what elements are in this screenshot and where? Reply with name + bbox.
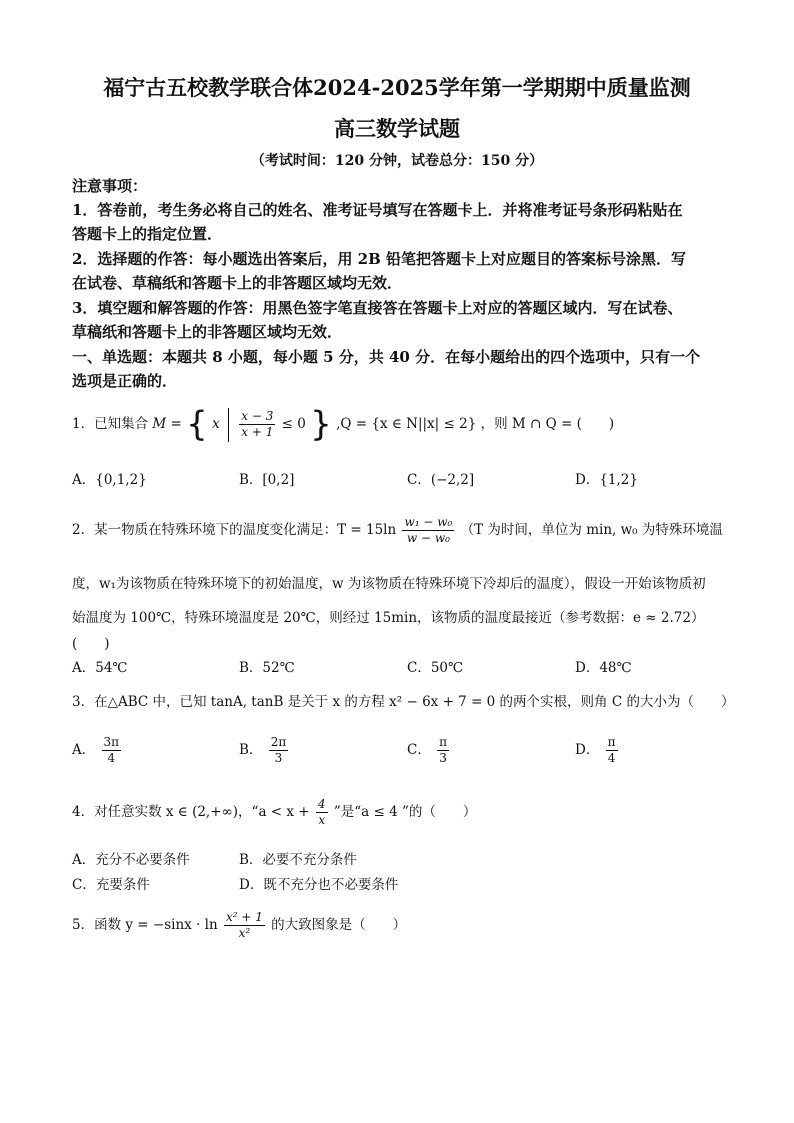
q2-prefix: 2．某一物质在特殊环境下的温度变化满足：T = 15ln xyxy=(72,522,397,538)
exam-subtitle: 高三数学试题 xyxy=(334,116,460,141)
q2-denominator: w − w₀ xyxy=(406,531,450,545)
q4-option-c[interactable]: C．充要条件 xyxy=(72,877,150,893)
q5-fraction xyxy=(224,910,265,941)
q3-option-c-fraction xyxy=(437,735,449,766)
question-5 xyxy=(72,905,406,945)
q2-option-c[interactable]: C．50℃ xyxy=(407,660,464,676)
q3-option-a[interactable] xyxy=(72,730,123,770)
q4-suffix: ”是“a ≤ 4 ”的（ ） xyxy=(333,804,477,820)
q1-option-c[interactable]: C．(−2,2] xyxy=(407,472,475,488)
question-3: 3．在△ABC 中，已知 tanA, tanB 是关于 x 的方程 x² − 6x + 7 = 0 的两个实根，则角 C 的大小为（ ） xyxy=(72,694,735,710)
exam-title: 福宁古五校教学联合体2024-2025学年第一学期期中质量监测 xyxy=(103,75,691,100)
q3-option-d-fraction xyxy=(606,735,618,766)
q1-option-b[interactable]: B．[0,2] xyxy=(239,472,295,488)
denominator: 4 xyxy=(107,751,116,765)
note-line: 草稿纸和答题卡上的非答题区域均无效． xyxy=(72,323,343,341)
q2-option-d[interactable]: D．48℃ xyxy=(575,660,632,676)
denominator: 3 xyxy=(439,751,447,765)
q5-denominator: x² xyxy=(238,926,251,940)
q5-numerator: x² + 1 xyxy=(225,910,263,924)
q4-option-a[interactable]: A．充分不必要条件 xyxy=(72,852,190,868)
note-line: 在试卷、草稿纸和答题卡上的非答题区域均无效． xyxy=(72,274,403,292)
note-line: 3．填空题和解答题的作答：用黑色签字笔直接答在答题卡上对应的答题区域内．写在试卷、 xyxy=(72,299,683,317)
q3-option-d[interactable] xyxy=(575,730,620,770)
q3-option-c-label: C． xyxy=(407,742,431,758)
right-brace: } xyxy=(310,404,332,445)
q4-numerator: 4 xyxy=(317,797,326,811)
left-brace: { xyxy=(186,404,208,445)
q1-numerator: x − 3 xyxy=(241,409,274,423)
numerator: π xyxy=(607,735,616,749)
q4-denominator: x xyxy=(318,813,326,827)
question-1 xyxy=(72,404,614,444)
denominator: 3 xyxy=(274,751,283,765)
q3-option-b-fraction xyxy=(269,735,289,766)
q3-option-a-fraction xyxy=(102,735,122,766)
numerator: 3π xyxy=(103,735,120,749)
exam-info: （考试时间：120 分钟，试卷总分：150 分） xyxy=(250,153,544,169)
numerator: 2π xyxy=(270,735,287,749)
q2-fraction xyxy=(402,515,454,546)
q4-fraction xyxy=(316,797,328,828)
notes-heading: 注意事项： xyxy=(72,177,148,195)
section-heading: 一、单选题：本题共 8 小题，每小题 5 分，共 40 分．在每小题给出的四个选项中，只有一个 xyxy=(72,348,701,366)
q1-suffix: ，则 M ∩ Q = ( ) xyxy=(480,416,615,432)
q1-set-m: M xyxy=(152,416,167,432)
q1-option-a[interactable]: A．{0,1,2} xyxy=(72,472,147,488)
q2-line-4: ( ) xyxy=(72,636,110,652)
section-heading-cont: 选项是正确的． xyxy=(72,372,178,390)
q2-line-2: 度，w₁为该物质在特殊环境下的初始温度，w 为该物质在特殊环境下冷却后的温度），假设一开始该物质初 xyxy=(72,576,706,592)
q3-option-c[interactable] xyxy=(407,730,451,770)
q3-option-b[interactable] xyxy=(239,730,290,770)
question-4 xyxy=(72,792,476,832)
q2-suffix: （T 为时间，单位为 min, w₀ 为特殊环境温 xyxy=(460,522,723,538)
q3-option-d-label: D． xyxy=(575,742,600,758)
q1-prefix: 1．已知集合 xyxy=(72,416,149,432)
q2-numerator: w₁ − w₀ xyxy=(404,515,453,529)
q2-line-3: 始温度为 100℃，特殊环境温度是 20℃，则经过 15min，该物质的温度最接近（参考数据：e ≈ 2.72） xyxy=(72,610,705,626)
q3-option-b-label: B． xyxy=(239,742,263,758)
note-line: 1．答卷前，考生务必将自己的姓名、准考证号填写在答题卡上．并将准考证号条形码粘贴在 xyxy=(72,201,683,219)
q1-q-part: ,Q = {x ∈ N||x| ≤ 2} xyxy=(336,416,477,432)
q1-denominator: x + 1 xyxy=(241,425,274,439)
q5-suffix: 的大致图象是（ ） xyxy=(271,917,407,933)
note-line: 2．选择题的作答：每小题选出答案后，用 2B 铅笔把答题卡上对应题目的答案标号涂黑．写 xyxy=(72,250,687,268)
q1-fraction xyxy=(239,409,275,440)
note-line: 答题卡上的指定位置． xyxy=(72,225,223,243)
question-2 xyxy=(72,510,723,550)
q5-prefix: 5．函数 y = −sinx · ln xyxy=(72,917,218,933)
set-bar xyxy=(228,408,229,442)
q2-option-b[interactable]: B．52℃ xyxy=(239,660,295,676)
q1-eq: = xyxy=(170,416,182,432)
q4-option-d[interactable]: D．既不充分也不必要条件 xyxy=(239,877,399,893)
q4-prefix: 4．对任意实数 x ∈ (2,+∞)，“a < x + xyxy=(72,804,310,820)
q1-option-d[interactable]: D．{1,2} xyxy=(575,472,638,488)
denominator: 4 xyxy=(607,751,616,765)
q1-le0: ≤ 0 xyxy=(281,416,306,432)
q4-option-b[interactable]: B．必要不充分条件 xyxy=(239,852,357,868)
q2-option-a[interactable]: A．54℃ xyxy=(72,660,128,676)
q1-var: x xyxy=(212,416,220,432)
q3-option-a-label: A． xyxy=(72,742,96,758)
numerator: π xyxy=(439,735,448,749)
